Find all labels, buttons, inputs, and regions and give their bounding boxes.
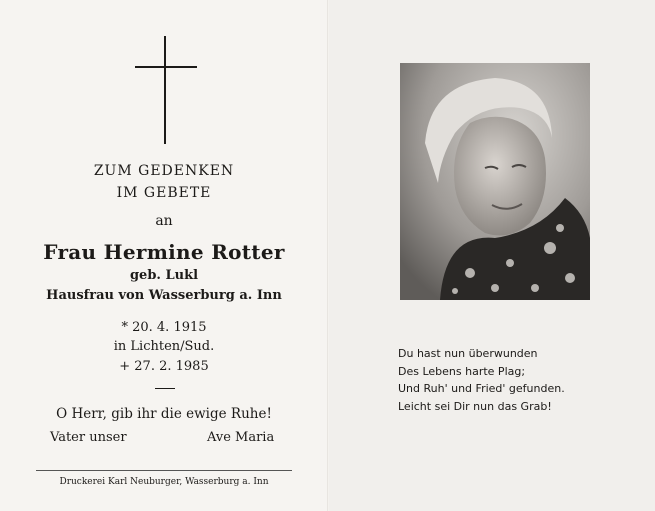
printer-divider xyxy=(36,470,292,471)
divider xyxy=(155,388,175,389)
cross-icon xyxy=(135,36,197,144)
portrait-photo xyxy=(400,63,590,300)
prayer-line: O Herr, gib ihr die ewige Ruhe! xyxy=(56,406,272,422)
birth-place: in Lichten/Sud. xyxy=(113,339,215,354)
poem-line: Du hast nun überwunden xyxy=(398,347,538,360)
poem xyxy=(398,345,565,415)
deceased-name: Frau Hermine Rotter xyxy=(43,240,285,264)
vater-unser: Vater unser xyxy=(50,430,127,445)
heading-zum-gedenken: ZUM GEDENKEN xyxy=(93,163,235,179)
poem-line: Und Ruh' und Fried' gefunden. xyxy=(398,382,565,395)
birth-date: * 20. 4. 1915 xyxy=(121,320,207,335)
heading-im-gebete: IM GEBETE xyxy=(116,185,212,201)
ave-maria: Ave Maria xyxy=(207,430,275,445)
an-text: an xyxy=(155,213,173,229)
poem-line: Des Lebens harte Plag; xyxy=(398,364,526,378)
occupation: Hausfrau von Wasserburg a. Inn xyxy=(46,288,282,303)
death-date: + 27. 2. 1985 xyxy=(119,359,209,374)
maiden-name: geb. Lukl xyxy=(129,268,199,283)
printer-credit: Druckerei Karl Neuburger, Wasserburg a. Inn xyxy=(59,477,269,487)
poem-line: Leicht sei Dir nun das Grab! xyxy=(398,399,552,413)
